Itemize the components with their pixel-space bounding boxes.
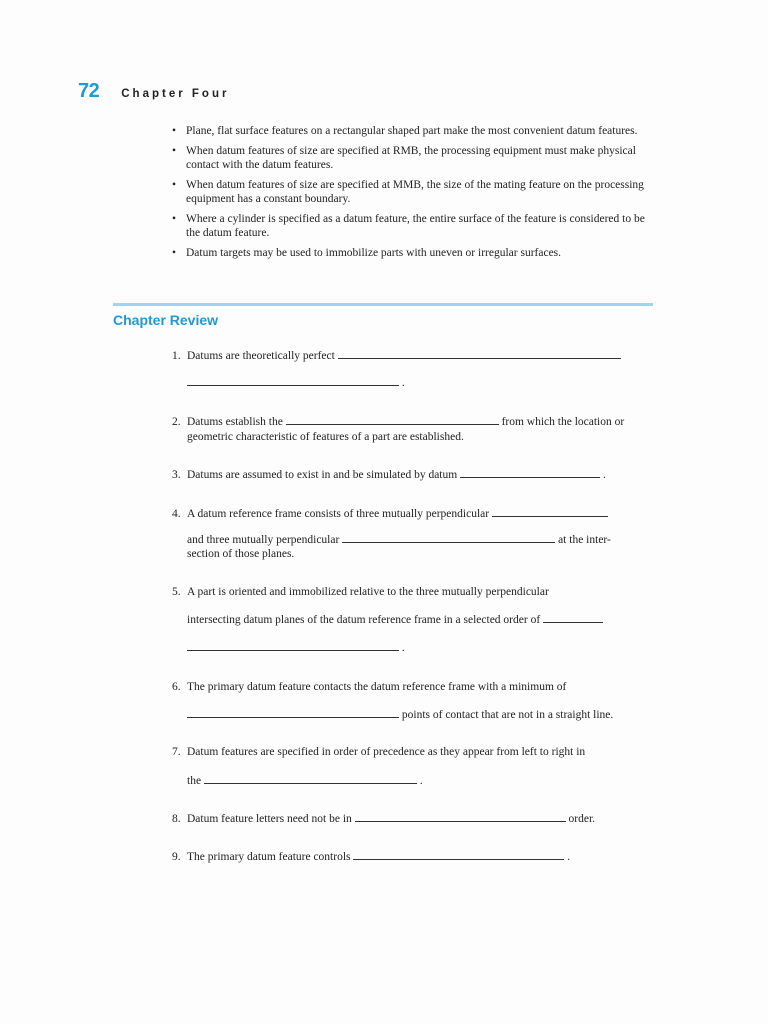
question-number: 2. bbox=[172, 416, 181, 428]
punctuation: . bbox=[567, 851, 571, 863]
section-heading: Chapter Review bbox=[113, 312, 219, 328]
answer-blank[interactable] bbox=[286, 414, 499, 425]
question-text: The primary datum feature contacts the datum reference frame with a minimum of bbox=[187, 681, 567, 693]
question-6 bbox=[172, 680, 566, 694]
question-text: intersecting datum planes of the datum reference frame in a selected order of bbox=[187, 614, 541, 626]
question-text: the bbox=[187, 775, 202, 787]
question-7-continued bbox=[172, 773, 423, 788]
question-number: 1. bbox=[172, 350, 181, 362]
answer-blank[interactable] bbox=[342, 532, 555, 543]
question-text: The primary datum feature controls bbox=[187, 851, 351, 863]
question-3 bbox=[172, 467, 606, 482]
summary-bullet-list bbox=[172, 124, 656, 266]
running-header bbox=[78, 80, 229, 103]
question-9 bbox=[172, 849, 570, 864]
punctuation: . bbox=[602, 469, 606, 481]
answer-blank[interactable] bbox=[543, 612, 603, 623]
question-number: 8. bbox=[172, 813, 181, 825]
answer-blank[interactable] bbox=[492, 506, 608, 517]
answer-blank[interactable] bbox=[187, 640, 399, 651]
answer-blank[interactable] bbox=[460, 467, 600, 478]
question-text: Datum feature letters need not be in bbox=[187, 813, 352, 825]
question-text: Datums are assumed to exist in and be simulated by datum bbox=[187, 469, 458, 481]
answer-blank[interactable] bbox=[187, 375, 399, 386]
question-text: Datums are theoretically perfect bbox=[187, 350, 335, 362]
punctuation: . bbox=[401, 642, 405, 654]
question-5 bbox=[172, 585, 549, 599]
question-text: points of contact that are not in a straight line. bbox=[401, 709, 614, 721]
question-number: 6. bbox=[172, 681, 181, 693]
question-number: 4. bbox=[172, 508, 181, 520]
question-text: Datums establish the bbox=[187, 416, 283, 428]
section-divider bbox=[113, 303, 653, 306]
bullet-item: • Where a cylinder is specified as a datum feature, the entire surface of the feature is considered to be the datum feature. bbox=[172, 212, 656, 240]
bullet-item: • When datum features of size are specified at MMB, the size of the mating feature on the processing equipment has a constant boundary. bbox=[172, 178, 656, 206]
question-8 bbox=[172, 811, 595, 826]
question-number: 7. bbox=[172, 746, 181, 758]
answer-blank[interactable] bbox=[338, 348, 621, 359]
bullet-item: • Plane, flat surface features on a rectangular shaped part make the most convenient datum features. bbox=[172, 124, 656, 138]
bullet-item: • Datum targets may be used to immobilize parts with uneven or irregular surfaces. bbox=[172, 246, 656, 260]
question-text: A part is oriented and immobilized relative to the three mutually perpendicular bbox=[187, 586, 549, 598]
question-1 bbox=[172, 348, 621, 363]
question-5-continued bbox=[172, 612, 603, 627]
chapter-title: Chapter Four bbox=[121, 88, 230, 100]
question-text: A datum reference frame consists of three mutually perpendicular bbox=[187, 508, 490, 520]
bullet-item: • When datum features of size are specified at RMB, the processing equipment must make physical contact with the datum features. bbox=[172, 144, 656, 172]
question-7 bbox=[172, 745, 585, 759]
question-4 bbox=[172, 506, 608, 521]
question-text: at the inter- bbox=[558, 534, 611, 546]
question-1-continued bbox=[172, 375, 405, 390]
question-text: order. bbox=[568, 813, 596, 825]
question-2 bbox=[172, 414, 624, 429]
question-number: 5. bbox=[172, 586, 181, 598]
question-text: and three mutually perpendicular bbox=[187, 534, 340, 546]
question-text: geometric characteristic of features of a part are established. bbox=[187, 431, 464, 443]
answer-blank[interactable] bbox=[353, 849, 564, 860]
question-text: Datum features are specified in order of precedence as they appear from left to right in bbox=[187, 746, 586, 758]
answer-blank[interactable] bbox=[204, 773, 417, 784]
question-4-continued bbox=[172, 532, 611, 547]
punctuation: . bbox=[401, 377, 405, 389]
punctuation: . bbox=[419, 775, 423, 787]
question-5-continued bbox=[172, 640, 405, 655]
question-number: 9. bbox=[172, 851, 181, 863]
question-6-continued bbox=[172, 707, 613, 722]
answer-blank[interactable] bbox=[187, 707, 399, 718]
question-text: from which the location or bbox=[501, 416, 625, 428]
answer-blank[interactable] bbox=[355, 811, 566, 822]
question-text: section of those planes. bbox=[187, 548, 295, 560]
page-number: 72 bbox=[78, 80, 100, 102]
question-number: 3. bbox=[172, 469, 181, 481]
